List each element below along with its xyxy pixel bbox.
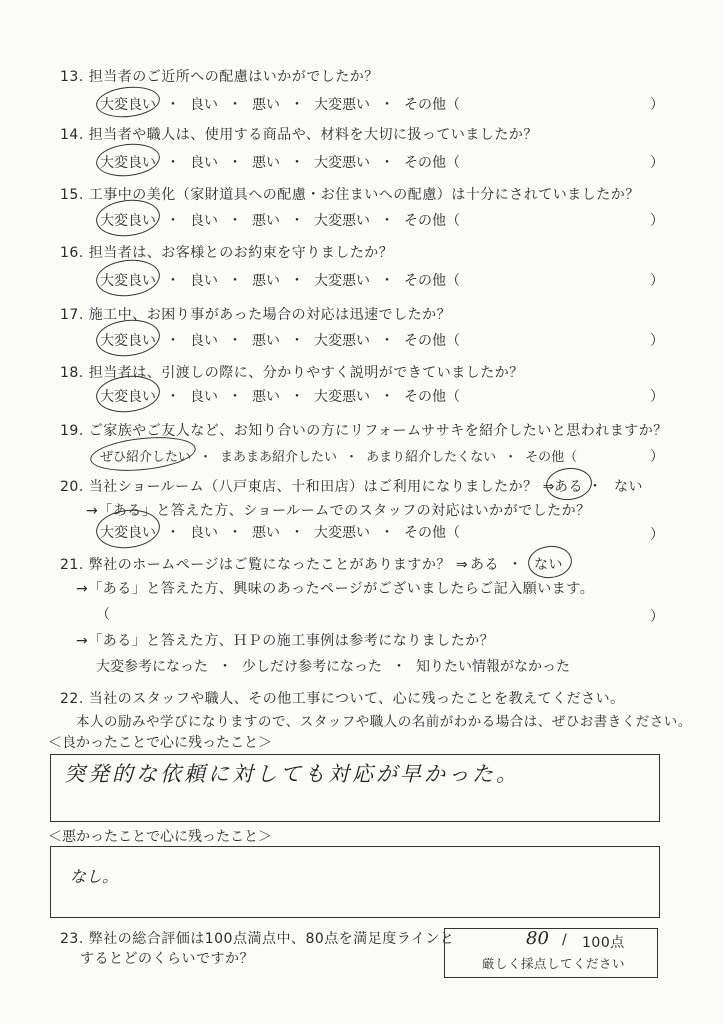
option-not-introduce[interactable]: あまり紹介したくない	[366, 450, 497, 465]
option-good[interactable]: 良い	[190, 525, 218, 541]
option-bad[interactable]: 悪い	[252, 525, 280, 541]
option-other[interactable]: その他（	[404, 213, 460, 229]
question-17: 17. 施工中、お困り事があった場合の対応は迅速でしたか？	[60, 307, 452, 323]
q21-followup-2: →「ある」と答えた方、ＨＰの施工事例は参考になりましたか？	[76, 633, 495, 649]
option-bad[interactable]: 悪い	[252, 389, 280, 405]
option-bad[interactable]: 悪い	[252, 213, 280, 229]
bad-comment-label: ＜悪かったことで心に残ったこと＞	[48, 829, 272, 845]
option-other[interactable]: その他（	[404, 155, 460, 171]
question-20: 20. 当社ショールーム（八戸東店、十和田店）はご利用になりましたか？ ⇒	[60, 479, 555, 495]
option-very-bad[interactable]: 大変悪い	[314, 97, 370, 113]
option-very-bad[interactable]: 大変悪い	[314, 155, 370, 171]
q22-line-2: 本人の励みや学びになりますので、スタッフや職人の名前がわかる場合は、ぜひお書きください。	[76, 714, 692, 730]
option-very-good[interactable]: 大変良い	[100, 525, 156, 541]
q23-line-2: するとどのくらいですか？	[80, 951, 254, 967]
q20-no[interactable]: ない	[614, 479, 643, 495]
question-21: 21. 弊社のホームページはご覧になったことがありますか？ ⇒	[60, 557, 469, 573]
bad-comment-box[interactable]	[50, 846, 660, 918]
close-paren: ）	[650, 273, 664, 289]
open-paren: （	[96, 607, 111, 623]
good-comment-handwriting: 突発的な依頼に対しても対応が早かった。	[64, 762, 520, 786]
option-very-good[interactable]: 大変良い	[100, 389, 156, 405]
question-16: 16. 担当者は、お客様とのお約束を守りましたか？	[60, 245, 394, 261]
option-good[interactable]: 良い	[190, 213, 218, 229]
score-max: 100点	[582, 935, 625, 951]
option-good[interactable]: 良い	[190, 333, 218, 349]
option-not-found[interactable]: 知りたい情報がなかった	[416, 659, 570, 675]
option-very-bad[interactable]: 大変悪い	[314, 273, 370, 289]
question-13: 13. 担当者のご近所への配慮はいかがでしたか？	[60, 69, 379, 85]
option-other[interactable]: その他（	[404, 273, 460, 289]
option-somewhat-introduce[interactable]: まあまあ紹介したい	[220, 450, 338, 465]
score-note: 厳しく採点してください	[482, 956, 626, 971]
selection-circle	[95, 141, 162, 180]
option-other[interactable]: その他（	[404, 389, 460, 405]
selection-circle	[544, 466, 593, 503]
option-bad[interactable]: 悪い	[252, 97, 280, 113]
option-definitely-introduce[interactable]: ぜひ紹介したい	[100, 450, 192, 465]
q20-dot: ・	[588, 479, 603, 495]
q21-followup-1: →「ある」と答えた方、興味のあったページがございましたらご記入願います。	[76, 581, 595, 597]
good-comment-label: ＜良かったことで心に残ったこと＞	[48, 735, 272, 751]
close-paren: ）	[650, 389, 664, 405]
question-18: 18. 担当者は、引渡しの際に、分かりやすく説明ができていましたか？	[60, 365, 524, 381]
close-paren: ）	[650, 609, 664, 625]
option-good[interactable]: 良い	[190, 389, 218, 405]
q17-options: 大変良い ・ 良い ・ 悪い ・ 大変悪い ・ その他（	[100, 333, 460, 349]
option-good[interactable]: 良い	[190, 155, 218, 171]
q15-options: 大変良い ・ 良い ・ 悪い ・ 大変悪い ・ その他（	[100, 213, 460, 229]
option-very-helpful[interactable]: 大変参考になった	[96, 659, 208, 675]
selection-circle	[94, 257, 161, 299]
close-paren: ）	[650, 449, 664, 465]
option-bad[interactable]: 悪い	[252, 333, 280, 349]
option-very-bad[interactable]: 大変悪い	[314, 525, 370, 541]
score-slash: /	[562, 932, 568, 948]
option-other[interactable]: その他（	[525, 450, 578, 465]
option-very-good[interactable]: 大変良い	[100, 97, 156, 113]
q16-options: 大変良い ・ 良い ・ 悪い ・ 大変悪い ・ その他（	[100, 273, 460, 289]
score-value: 80	[526, 928, 549, 949]
close-paren: ）	[650, 155, 664, 171]
selection-circle	[526, 544, 573, 580]
question-15: 15. 工事中の美化（家財道具への配慮・お住まいへの配慮）は十分にされていましたか？	[60, 187, 640, 203]
option-very-bad[interactable]: 大変悪い	[314, 389, 370, 405]
close-paren: ）	[650, 213, 664, 229]
q18-options: 大変良い ・ 良い ・ 悪い ・ 大変悪い ・ その他（	[100, 389, 460, 405]
selection-circle	[95, 84, 162, 121]
q21-dot: ・	[508, 557, 523, 573]
close-paren: ）	[650, 333, 664, 349]
option-slightly-helpful[interactable]: 少しだけ参考になった	[242, 659, 382, 675]
close-paren: ）	[650, 527, 664, 543]
option-very-good[interactable]: 大変良い	[100, 333, 156, 349]
close-paren: ）	[650, 97, 664, 113]
q21-no[interactable]: ない	[534, 557, 563, 573]
option-very-bad[interactable]: 大変悪い	[314, 213, 370, 229]
q19-options: ぜひ紹介したい ・ まあまあ紹介したい ・ あまり紹介したくない ・ その他（	[100, 450, 578, 465]
bad-comment-handwriting: なし。	[70, 867, 119, 886]
q20-followup: →「ある」と答えた方、ショールームでのスタッフの対応はいかがでしたか？	[86, 503, 591, 519]
option-good[interactable]: 良い	[190, 273, 218, 289]
q20-sub-options: 大変良い ・ 良い ・ 悪い ・ 大変悪い ・ その他（	[100, 525, 460, 541]
q20-yes[interactable]: ある	[554, 479, 583, 495]
option-good[interactable]: 良い	[190, 97, 218, 113]
q14-options: 大変良い ・ 良い ・ 悪い ・ 大変悪い ・ その他（	[100, 155, 460, 171]
question-23: 23. 弊社の総合評価は100点満点中、80点を満足度ラインと	[60, 931, 455, 947]
option-bad[interactable]: 悪い	[252, 155, 280, 171]
option-very-good[interactable]: 大変良い	[100, 155, 156, 171]
option-other[interactable]: その他（	[404, 97, 460, 113]
q13-options: 大変良い ・ 良い ・ 悪い ・ 大変悪い ・ その他（	[100, 97, 460, 113]
q21-sub-options: 大変参考になった ・ 少しだけ参考になった ・ 知りたい情報がなかった	[96, 659, 570, 675]
q21-yes[interactable]: ある	[470, 557, 499, 573]
question-22: 22. 当社のスタッフや職人、その他工事について、心に残ったことを教えてください。	[60, 691, 625, 707]
option-bad[interactable]: 悪い	[252, 273, 280, 289]
option-very-good[interactable]: 大変良い	[100, 273, 156, 289]
question-14: 14. 担当者や職人は、使用する商品や、材料を大切に扱っていましたか？	[60, 127, 538, 143]
option-other[interactable]: その他（	[404, 333, 460, 349]
option-very-good[interactable]: 大変良い	[100, 213, 156, 229]
question-19: 19. ご家族やご友人など、お知り合いの方にリフォームササキを紹介したいと思われますか？	[60, 423, 668, 439]
option-very-bad[interactable]: 大変悪い	[314, 333, 370, 349]
option-other[interactable]: その他（	[404, 525, 460, 541]
